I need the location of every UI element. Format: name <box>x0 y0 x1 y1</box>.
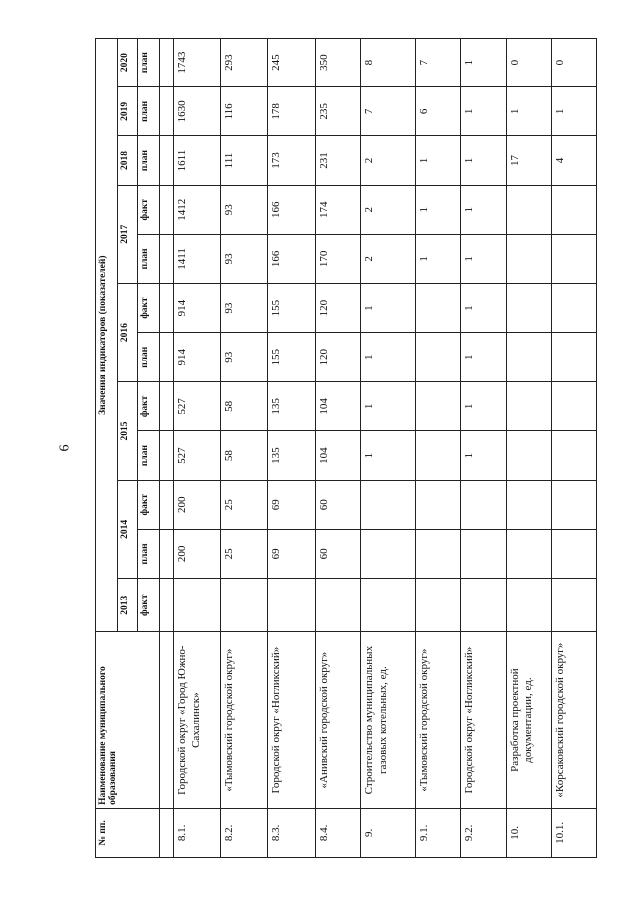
indicator-value: 1 <box>360 283 415 332</box>
indicator-value: 104 <box>315 431 360 480</box>
indicator-value <box>551 234 596 283</box>
indicator-value <box>551 431 596 480</box>
indicator-value: 174 <box>315 185 360 234</box>
header-sub: факт <box>138 283 160 332</box>
indicator-value <box>268 579 315 632</box>
row-number: 8.2. <box>221 808 268 857</box>
indicator-value: 7 <box>416 39 461 87</box>
indicator-value <box>506 283 551 332</box>
header-sub: план <box>138 87 160 136</box>
row-number: 8.3. <box>268 808 315 857</box>
indicator-value: 1 <box>461 283 506 332</box>
indicator-value <box>551 529 596 578</box>
indicator-value: 1 <box>416 234 461 283</box>
indicator-value: 58 <box>221 431 268 480</box>
header-year-2020: 2020 <box>118 39 138 87</box>
indicator-value: 155 <box>268 333 315 382</box>
indicator-value: 7 <box>360 87 415 136</box>
header-values-title: Значения индикаторов (показателей) <box>96 39 118 632</box>
header-no: № пп. <box>96 808 160 857</box>
row-number: 10. <box>506 808 551 857</box>
indicator-value: 1 <box>360 382 415 431</box>
page-number: 6 <box>57 444 73 452</box>
indicator-value: 25 <box>221 529 268 578</box>
indicator-value <box>551 283 596 332</box>
row-number: 8.4. <box>315 808 360 857</box>
indicators-table <box>95 38 597 858</box>
municipality-name: Разработка проектной документации, ед. <box>506 632 551 808</box>
indicator-value: 1 <box>416 136 461 185</box>
header-spacer <box>160 234 174 283</box>
header-sub: план <box>138 234 160 283</box>
indicator-value: 60 <box>315 529 360 578</box>
indicator-value: 914 <box>174 283 221 332</box>
indicator-value <box>506 382 551 431</box>
row-number: 8.1. <box>174 808 221 857</box>
indicator-value <box>506 333 551 382</box>
indicator-value: 200 <box>174 480 221 529</box>
table-row <box>360 39 415 858</box>
header-spacer <box>160 632 174 808</box>
indicator-value <box>461 529 506 578</box>
header-spacer <box>160 283 174 332</box>
indicator-value <box>416 382 461 431</box>
indicator-value: 1 <box>461 185 506 234</box>
indicator-value: 245 <box>268 39 315 87</box>
indicator-value <box>551 333 596 382</box>
indicator-value: 173 <box>268 136 315 185</box>
indicator-value: 93 <box>221 185 268 234</box>
header-sub: план <box>138 39 160 87</box>
indicator-value: 2 <box>360 136 415 185</box>
table-row <box>315 39 360 858</box>
header-year-2014: 2014 <box>118 480 138 578</box>
indicator-value: 1 <box>551 87 596 136</box>
header-sub: факт <box>138 185 160 234</box>
table-row <box>551 39 596 858</box>
header-spacer <box>160 136 174 185</box>
indicator-value: 1 <box>461 136 506 185</box>
indicator-value: 25 <box>221 480 268 529</box>
table-row <box>506 39 551 858</box>
table-body <box>174 39 597 858</box>
indicator-value: 2 <box>360 234 415 283</box>
indicator-value: 8 <box>360 39 415 87</box>
indicator-value: 135 <box>268 431 315 480</box>
row-number: 9.1. <box>416 808 461 857</box>
header-sub: план <box>138 136 160 185</box>
indicator-value <box>360 579 415 632</box>
municipality-name: Строительство муниципальных газовых котельных, ед. <box>360 632 415 808</box>
header-year-2019: 2019 <box>118 87 138 136</box>
indicator-value: 166 <box>268 234 315 283</box>
header-year-2017: 2017 <box>118 185 138 283</box>
municipality-name: «Корсаковский городской округ» <box>551 632 596 808</box>
indicator-value: 1 <box>461 87 506 136</box>
indicator-value: 93 <box>221 283 268 332</box>
indicator-value: 178 <box>268 87 315 136</box>
municipality-name: «Тымовский городской округ» <box>221 632 268 808</box>
indicator-value <box>416 431 461 480</box>
indicator-value: 2 <box>360 185 415 234</box>
indicator-value: 93 <box>221 333 268 382</box>
indicator-value: 914 <box>174 333 221 382</box>
table-row <box>416 39 461 858</box>
header-year-2016: 2016 <box>118 283 138 381</box>
table-row <box>461 39 506 858</box>
header-year-2018: 2018 <box>118 136 138 185</box>
header-sub: факт <box>138 382 160 431</box>
indicator-value: 1 <box>360 431 415 480</box>
header-spacer <box>160 39 174 87</box>
header-name: Наименование муниципального образования <box>96 632 160 808</box>
indicator-value: 1 <box>461 431 506 480</box>
indicator-value: 0 <box>506 39 551 87</box>
indicator-value <box>416 579 461 632</box>
indicator-value: 120 <box>315 283 360 332</box>
indicator-value: 1630 <box>174 87 221 136</box>
indicator-value <box>551 382 596 431</box>
header-spacer <box>160 431 174 480</box>
row-number: 9. <box>360 808 415 857</box>
municipality-name: Городской округ «Город Южно-Сахалинск» <box>174 632 221 808</box>
indicator-value <box>221 579 268 632</box>
header-year-2015: 2015 <box>118 382 138 480</box>
indicator-value <box>174 579 221 632</box>
indicator-value: 1 <box>461 39 506 87</box>
indicator-value <box>315 579 360 632</box>
header-spacer <box>160 480 174 529</box>
indicator-value <box>506 529 551 578</box>
indicator-value <box>416 529 461 578</box>
indicator-value <box>416 333 461 382</box>
header-sub: план <box>138 333 160 382</box>
header-spacer <box>160 333 174 382</box>
header-sub: план <box>138 431 160 480</box>
table-row <box>174 39 221 858</box>
indicator-value: 1 <box>461 234 506 283</box>
row-number: 10.1. <box>551 808 596 857</box>
indicator-value: 235 <box>315 87 360 136</box>
table-row <box>221 39 268 858</box>
indicator-value: 4 <box>551 136 596 185</box>
indicator-value: 527 <box>174 431 221 480</box>
header-sub: план <box>138 529 160 578</box>
table-row <box>268 39 315 858</box>
indicator-value <box>506 480 551 529</box>
indicator-value: 527 <box>174 382 221 431</box>
header-spacer <box>160 579 174 632</box>
indicator-value: 1412 <box>174 185 221 234</box>
indicator-value <box>551 579 596 632</box>
indicator-value <box>416 283 461 332</box>
municipality-name: «Анивский городской округ» <box>315 632 360 808</box>
indicator-value <box>506 185 551 234</box>
indicator-value: 1 <box>506 87 551 136</box>
indicator-value: 0 <box>551 39 596 87</box>
indicator-value: 350 <box>315 39 360 87</box>
indicator-value: 69 <box>268 529 315 578</box>
indicator-value <box>506 579 551 632</box>
header-spacer <box>160 87 174 136</box>
indicator-value: 170 <box>315 234 360 283</box>
header-spacer <box>160 185 174 234</box>
header-sub: факт <box>138 579 160 632</box>
indicator-value: 166 <box>268 185 315 234</box>
indicator-value: 104 <box>315 382 360 431</box>
indicator-value: 231 <box>315 136 360 185</box>
indicator-value <box>461 480 506 529</box>
indicator-value: 1 <box>461 382 506 431</box>
indicator-value <box>360 529 415 578</box>
indicator-value: 155 <box>268 283 315 332</box>
indicator-value: 1 <box>360 333 415 382</box>
header-spacer <box>160 529 174 578</box>
header-spacer <box>160 382 174 431</box>
indicator-value <box>551 480 596 529</box>
municipality-name: Городской округ «Ногликский» <box>268 632 315 808</box>
indicator-value: 116 <box>221 87 268 136</box>
header-spacer <box>160 808 174 857</box>
indicator-value <box>461 579 506 632</box>
municipality-name: Городской округ «Ногликский» <box>461 632 506 808</box>
indicator-value: 120 <box>315 333 360 382</box>
header-sub: факт <box>138 480 160 529</box>
indicator-value: 1743 <box>174 39 221 87</box>
indicator-value <box>506 234 551 283</box>
indicator-value: 111 <box>221 136 268 185</box>
indicator-value <box>360 480 415 529</box>
indicator-value: 293 <box>221 39 268 87</box>
indicator-value <box>506 431 551 480</box>
indicator-value: 135 <box>268 382 315 431</box>
indicator-value: 200 <box>174 529 221 578</box>
indicator-value <box>551 185 596 234</box>
indicator-value: 1411 <box>174 234 221 283</box>
indicator-value: 6 <box>416 87 461 136</box>
indicator-value: 1 <box>461 333 506 382</box>
indicator-value: 17 <box>506 136 551 185</box>
indicator-value: 1 <box>416 185 461 234</box>
rotated-table-container <box>95 38 597 858</box>
indicator-value: 58 <box>221 382 268 431</box>
indicator-value: 69 <box>268 480 315 529</box>
header-year-2013: 2013 <box>118 579 138 632</box>
indicator-value: 93 <box>221 234 268 283</box>
row-number: 9.2. <box>461 808 506 857</box>
indicator-value: 1611 <box>174 136 221 185</box>
indicator-value: 60 <box>315 480 360 529</box>
municipality-name: «Тымовский городской округ» <box>416 632 461 808</box>
indicator-value <box>416 480 461 529</box>
